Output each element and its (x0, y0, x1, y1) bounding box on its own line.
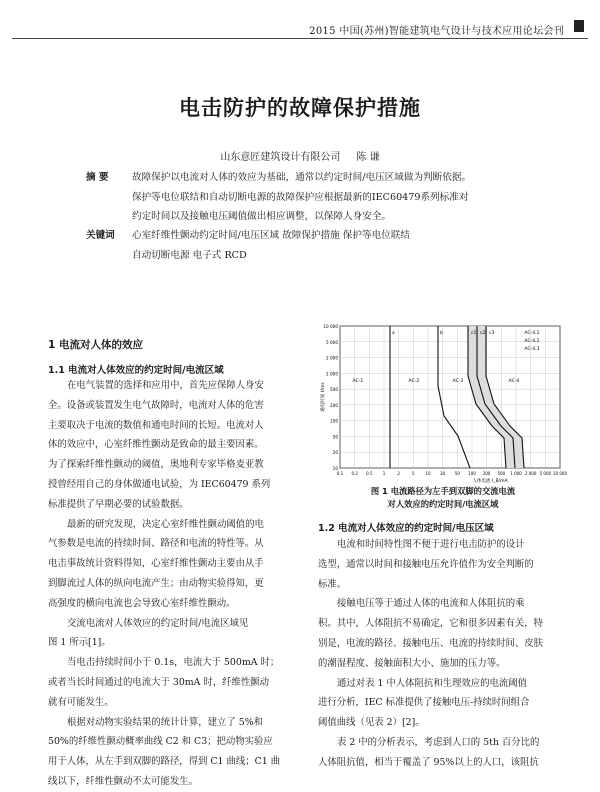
x-tick-label: 0.1 (336, 471, 344, 476)
body-text-line: 线以下，纤维性颤动不太可能发生。 (48, 775, 199, 787)
body-text-line: 当电击持续时间小于 0.1s，电流大于 500mA 时； (67, 657, 280, 669)
x-tick-label: 0.2 (351, 471, 358, 476)
body-text-line: 表 2 中的分析表示，考虑到人口的 5th 百分比的 (337, 736, 540, 748)
y-tick-label: 10 (332, 466, 338, 471)
zone-label: AC-4.3 (524, 347, 540, 352)
x-tick-label: 2 000 (524, 471, 537, 476)
body-text-line: 全。设备或装置发生电气故障时，电流对人体的危害 (48, 399, 264, 411)
y-tick-label: 1 000 (326, 371, 338, 377)
abstract-line: 保护等电位联结和自动切断电源的故障保护应根据最新的IEC60479系列标准对 (132, 191, 469, 203)
x-tick-label: 5 000 (539, 471, 552, 476)
caption-line: 对人效应的约定时间/电流区域 (387, 499, 499, 509)
x-tick-label: 50 (454, 471, 460, 476)
curve-label: c2 (480, 331, 486, 336)
abstract-text (132, 168, 526, 227)
keywords-label: 关键词 (86, 230, 115, 241)
body-text-line: 别是，电流的路径、接触电压、电流的持续时间、皮肤 (318, 637, 544, 649)
caption-line: 图 1 电流路径为左手到双脚的交流电流 (370, 486, 516, 496)
abstract (86, 168, 526, 228)
body-text-line: 主要取决于电流的数值和通电时间的长短。电流对人 (48, 419, 264, 431)
curve-label: b (440, 331, 443, 336)
figure-1-caption (318, 485, 568, 511)
y-axis-label: 通电时间 t/ms (321, 382, 326, 412)
zone-label: AC-4.2 (524, 339, 540, 344)
body-text-line: 就有可能发生。 (48, 696, 114, 708)
body-text-line: 标准提供了早期必要的试验数据。 (48, 498, 189, 510)
x-tick-label: 1 000 (510, 471, 522, 476)
abstract-line: 故障保护以电流对人体的效应为基础，通常以约定时间/电压区域做为判断依据。 (132, 172, 472, 183)
left-column-body (48, 376, 306, 792)
running-header (0, 0, 600, 42)
section-heading: 1 电流对人体的效应 (48, 339, 143, 351)
curve-label: c3 (489, 331, 495, 336)
body-text-line: 体的效应中，心室纤维性颤动是致命的最主要因素。 (48, 439, 264, 451)
keywords-text (132, 226, 526, 265)
curve-label: c1 (471, 331, 477, 336)
body-text-line: 的潮湿程度、接触面积大小、施加的压力等。 (318, 657, 506, 669)
subsection-heading: 1.2 电流对人体效应的约定时间/电压区域 (318, 523, 494, 534)
y-tick-label: 50 (332, 434, 338, 440)
running-title: 2015 中国(苏州)智能建筑电气设计与技术应用论坛会刊 (309, 26, 564, 37)
x-tick-label: 0.5 (366, 471, 373, 476)
x-tick-label: 1 (382, 471, 386, 476)
keywords-line: 自动切断电源 电子式 RCD (132, 249, 247, 261)
zone-label: AC-4.1 (524, 331, 540, 336)
author-line (0, 148, 600, 163)
zone-label: AC-4 (508, 379, 520, 384)
y-tick-label: 10 000 (323, 324, 338, 329)
y-tick-label: 200 (330, 402, 338, 408)
body-text-line: 高强度的横向电流也会导致心室纤维性颤动。 (48, 597, 236, 609)
keywords (86, 226, 526, 266)
x-tick-label: 500 (497, 471, 506, 476)
y-tick-label: 500 (330, 387, 338, 393)
body-text-line: 或者当长时间通过的电流大于 30mA 时，纤维性颤动 (48, 676, 270, 688)
x-axis-label: 人体电流 I_B/mA (472, 479, 508, 484)
author-affiliation: 山东意匠建筑设计有限公司 (220, 152, 341, 163)
body-text-line: 积。其中，人体阻抗不易确定，它和很多因素有关，特 (318, 618, 544, 630)
right-column-body (318, 535, 566, 773)
body-text-line: 授曾经用自己的身体做通电试验，为 IEC60479 系列 (48, 478, 271, 490)
body-text-line: 用于人体，从左手到双脚的路径，得到 C1 曲线；C1 曲 (48, 756, 281, 768)
x-tick-label: 100 (468, 471, 476, 476)
curve-label: a (392, 331, 395, 336)
body-text-line: 到脚流过人体的纵向电流产生；由动物实验得知，更 (48, 577, 264, 589)
x-tick-label: 5 (412, 471, 415, 476)
body-text-line: 电击事故统计资料得知，心室纤维性颤动主要由从手 (48, 558, 264, 570)
body-text-line: 图 1 所示[1]。 (48, 637, 111, 649)
abstract-label: 摘 要 (86, 172, 109, 183)
x-tick-label: 200 (482, 471, 491, 476)
body-text-line: 50%的纤维性颤动概率曲线 C2 和 C3；把动物实验应 (48, 736, 273, 748)
y-tick-label: 100 (330, 418, 338, 424)
zone-label: AC-3 (452, 379, 464, 384)
body-text-line: 在电气装置的选择和应用中，首先应保障人身安 (67, 380, 264, 391)
x-tick-label: 20 (440, 471, 446, 476)
body-text-line: 接触电压等于通过人体的电流和人体阻抗的乘 (337, 598, 525, 610)
body-text-line: 最新的研究发现，决定心室纤维性颤动阈值的电 (67, 518, 264, 530)
header-corner-mark (574, 20, 584, 32)
zone-label: AC-2 (408, 379, 420, 384)
keywords-line: 心室纤维性颤动约定时间/电压区域 故障保护措施 保护等电位联结 (132, 230, 410, 241)
abstract-line: 约定时间以及接触电压阈值做出相应调整，以保障人身安全。 (132, 211, 392, 222)
x-tick-label: 10 000 (553, 471, 567, 476)
body-text-line: 根据对动物实验结果的统计计算，建立了 5%和 (67, 716, 263, 728)
body-text-line: 交流电流对人体效应的约定时间/电流区域见 (67, 617, 249, 629)
body-text-line: 为了探索纤维性颤动的阈值，奥地利专家毕格麦亚教 (48, 459, 264, 471)
x-tick-label: 2 (397, 471, 400, 476)
y-tick-label: 5 000 (326, 339, 338, 345)
header-rule (12, 38, 588, 39)
body-text-line: 气参数是电流的持续时间、路径和电流的特性等。从 (48, 538, 264, 550)
body-text-line: 进行分析，IEC 标准提供了接触电压-持续时间组合 (318, 697, 530, 709)
body-text-line: 选型，通常以时间和接触电压允许值作为安全判断的 (318, 558, 534, 570)
body-text-line: 人体阻抗值，相当于覆盖了 95%以上的人口，该阻抗 (318, 756, 539, 768)
paper-title: 电击防护的故障保护措施 (179, 96, 421, 120)
y-tick-label: 2 000 (326, 355, 338, 361)
zone-label: AC-1 (352, 379, 364, 384)
x-tick-label: 10 (425, 471, 431, 476)
body-text-line: 标准。 (318, 578, 347, 590)
author-name: 陈 谦 (356, 152, 380, 163)
body-text-line: 电流和时间特性图不便于进行电击防护的设计 (337, 539, 525, 550)
body-text-line: 阈值曲线（见表 2）[2]。 (318, 717, 425, 729)
y-tick-label: 20 (332, 450, 338, 456)
body-text-line: 通过对表 1 中人体阻抗和生理效应的电流阈值 (337, 677, 528, 689)
subsection-heading: 1.1 电流对人体效应的约定时间/电流区域 (48, 365, 224, 376)
